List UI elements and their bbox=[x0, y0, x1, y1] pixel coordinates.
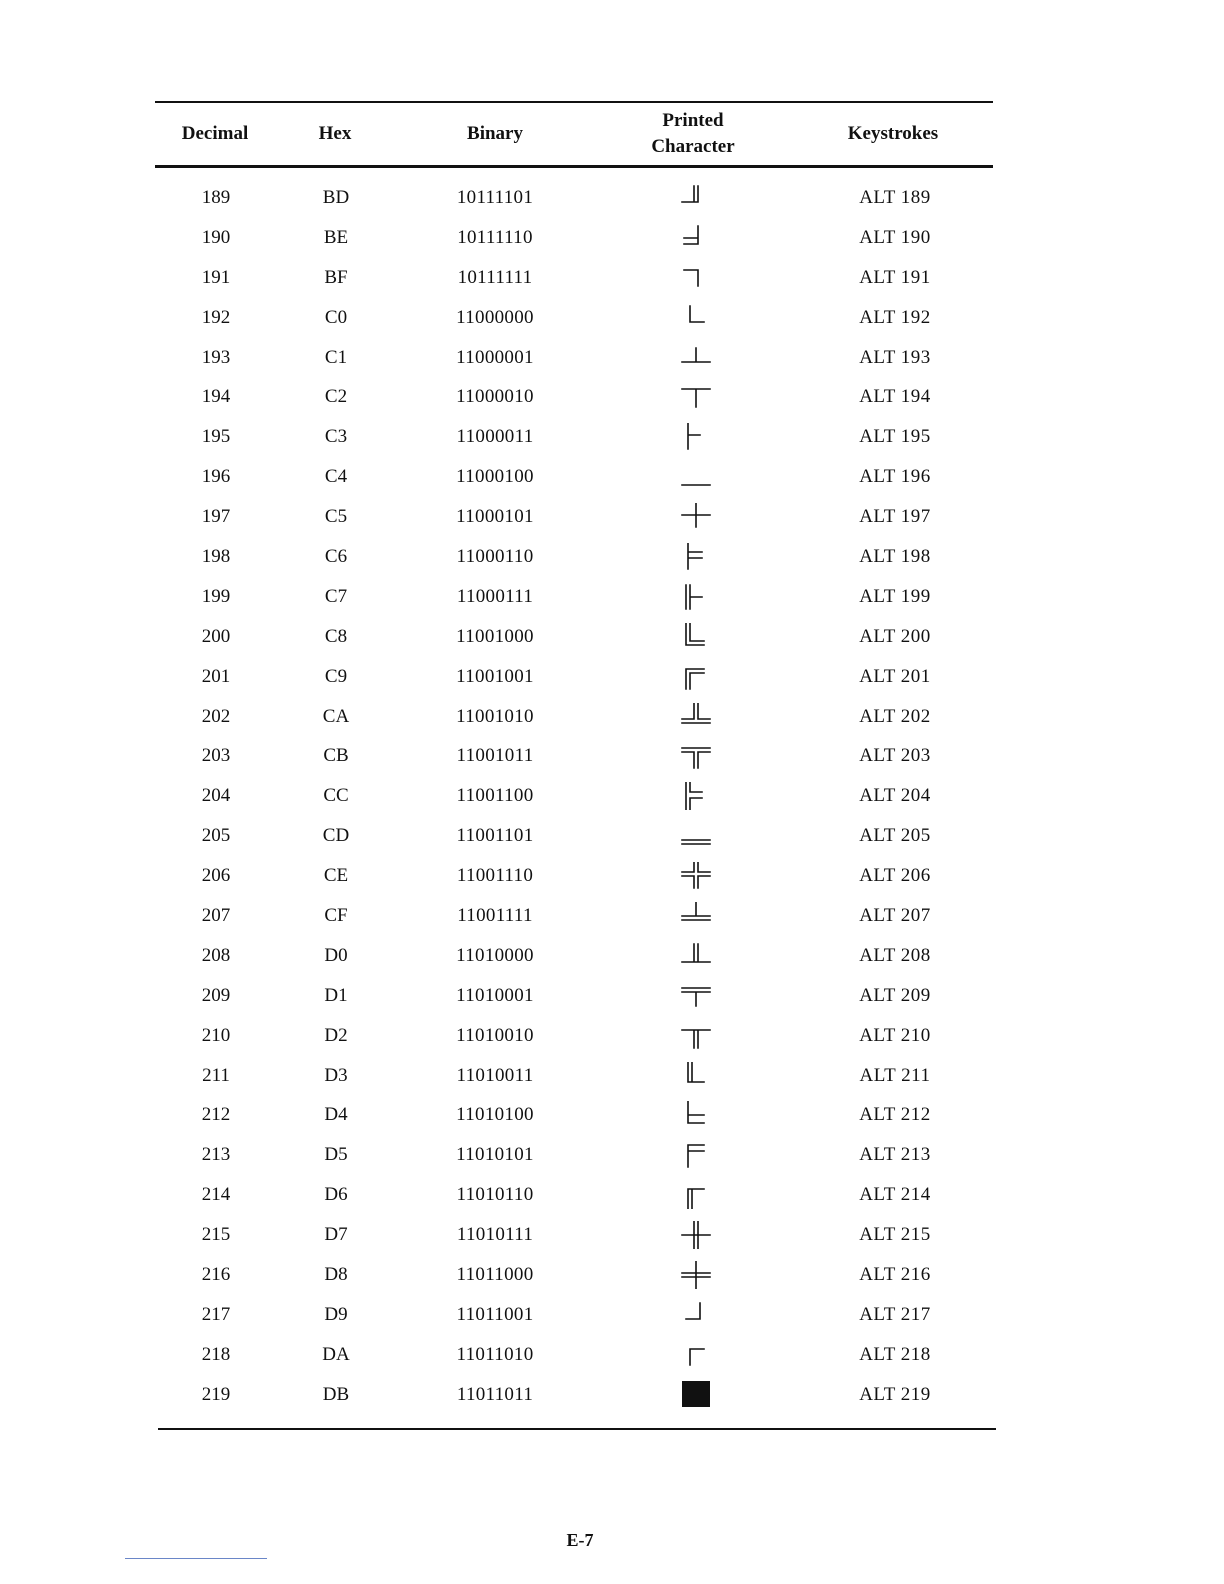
binary-cell: 11010101 bbox=[456, 1144, 534, 1166]
hex-cell: C3 bbox=[324, 426, 348, 448]
box-up-horizontal-icon bbox=[673, 338, 719, 378]
binary-cell: 11010111 bbox=[456, 1224, 534, 1246]
hex-cell: D9 bbox=[324, 1303, 348, 1325]
decimal-cell: 217 bbox=[201, 1303, 231, 1325]
header-printed-line2: Character bbox=[651, 136, 735, 157]
binary-cell: 11000011 bbox=[456, 426, 534, 448]
binary-cell: 11001100 bbox=[456, 785, 534, 807]
table-header bbox=[155, 103, 993, 165]
hex-cell: CC bbox=[323, 785, 349, 807]
decimal-cell: 219 bbox=[201, 1383, 231, 1405]
table-row bbox=[155, 896, 993, 936]
hex-cell: D5 bbox=[324, 1144, 348, 1166]
binary-cell: 11001111 bbox=[457, 905, 533, 927]
hex-cell: C7 bbox=[324, 585, 348, 607]
page-number: E-7 bbox=[566, 1530, 594, 1550]
binary-cell: 11000110 bbox=[456, 546, 534, 568]
decimal-cell: 200 bbox=[201, 625, 231, 647]
hex-cell: CB bbox=[323, 745, 349, 767]
binary-cell: 11000000 bbox=[456, 306, 534, 328]
keystrokes-cell: ALT 205 bbox=[859, 825, 931, 847]
decimal-cell: 208 bbox=[201, 944, 231, 966]
decimal-cell: 191 bbox=[201, 266, 231, 288]
keystrokes-cell: ALT 203 bbox=[859, 745, 931, 767]
decimal-cell: 215 bbox=[201, 1224, 231, 1246]
table-row bbox=[155, 178, 993, 218]
hex-cell: DA bbox=[322, 1343, 350, 1365]
box-vertical-single-horizontal-double-icon bbox=[673, 1255, 719, 1295]
table-row bbox=[155, 497, 993, 537]
table-row bbox=[155, 936, 993, 976]
hex-cell: CD bbox=[322, 825, 350, 847]
table-row bbox=[155, 1016, 993, 1056]
decimal-cell: 206 bbox=[201, 865, 231, 887]
box-double-horizontal-icon bbox=[673, 816, 719, 856]
keystrokes-cell: ALT 204 bbox=[859, 785, 931, 807]
box-horizontal-icon bbox=[673, 457, 719, 497]
decimal-cell: 190 bbox=[201, 226, 231, 248]
hex-cell: D7 bbox=[324, 1224, 348, 1246]
binary-cell: 11001001 bbox=[456, 665, 534, 687]
keystrokes-cell: ALT 210 bbox=[859, 1024, 931, 1046]
box-up-single-horizontal-double-icon bbox=[673, 896, 719, 936]
keystrokes-cell: ALT 215 bbox=[859, 1224, 931, 1246]
table-row bbox=[155, 1335, 993, 1375]
binary-cell: 11001000 bbox=[456, 625, 534, 647]
hex-cell: D6 bbox=[324, 1184, 348, 1206]
decimal-cell: 218 bbox=[201, 1343, 231, 1365]
hex-cell: BE bbox=[323, 226, 349, 248]
table-row bbox=[155, 617, 993, 657]
header-hex: Hex bbox=[318, 123, 352, 144]
decimal-cell: 204 bbox=[201, 785, 231, 807]
keystrokes-cell: ALT 214 bbox=[859, 1184, 931, 1206]
box-vertical-single-right-double-icon bbox=[673, 537, 719, 577]
decimal-cell: 198 bbox=[201, 546, 231, 568]
box-up-single-right-double-icon bbox=[673, 1095, 719, 1135]
keystrokes-cell: ALT 193 bbox=[859, 346, 931, 368]
decimal-cell: 212 bbox=[201, 1104, 231, 1126]
binary-cell: 11011001 bbox=[456, 1303, 534, 1325]
keystrokes-cell: ALT 217 bbox=[859, 1303, 931, 1325]
box-up-single-left-double-icon bbox=[673, 218, 719, 258]
decimal-cell: 213 bbox=[201, 1144, 231, 1166]
box-down-double-right-single-icon bbox=[673, 1175, 719, 1215]
box-double-down-right-icon bbox=[673, 657, 719, 697]
decimal-cell: 197 bbox=[201, 506, 231, 528]
decimal-cell: 210 bbox=[201, 1024, 231, 1046]
keystrokes-cell: ALT 190 bbox=[859, 226, 931, 248]
keystrokes-cell: ALT 189 bbox=[859, 187, 931, 208]
decimal-cell: 214 bbox=[201, 1184, 231, 1206]
binary-cell: 11011010 bbox=[456, 1343, 534, 1365]
hex-cell: C8 bbox=[324, 625, 348, 647]
binary-cell: 10111111 bbox=[457, 266, 533, 288]
hex-cell: C4 bbox=[324, 466, 348, 488]
footer-rule bbox=[125, 1558, 267, 1559]
keystrokes-cell: ALT 192 bbox=[859, 306, 931, 328]
box-up-double-horizontal-single-icon bbox=[673, 936, 719, 976]
table-row bbox=[155, 218, 993, 258]
binary-cell: 11001101 bbox=[456, 825, 534, 847]
binary-cell: 10111101 bbox=[456, 187, 534, 208]
keystrokes-cell: ALT 191 bbox=[859, 266, 931, 288]
hex-cell: DB bbox=[322, 1383, 350, 1405]
keystrokes-cell: ALT 201 bbox=[859, 665, 931, 687]
table-header-rule bbox=[155, 165, 993, 168]
binary-cell: 11001011 bbox=[456, 745, 534, 767]
decimal-cell: 194 bbox=[201, 386, 231, 408]
keystrokes-cell: ALT 211 bbox=[859, 1064, 931, 1086]
binary-cell: 11001010 bbox=[456, 705, 534, 727]
box-down-double-horizontal-single-icon bbox=[673, 1016, 719, 1056]
decimal-cell: 202 bbox=[201, 705, 231, 727]
hex-cell: CA bbox=[322, 705, 350, 727]
keystrokes-cell: ALT 212 bbox=[859, 1104, 931, 1126]
table-row bbox=[155, 338, 993, 378]
keystrokes-cell: ALT 199 bbox=[859, 585, 931, 607]
box-down-single-horizontal-double-icon bbox=[673, 976, 719, 1016]
keystrokes-cell: ALT 202 bbox=[859, 705, 931, 727]
hex-cell: C9 bbox=[324, 665, 348, 687]
decimal-cell: 193 bbox=[201, 346, 231, 368]
binary-cell: 11000111 bbox=[456, 585, 534, 607]
header-binary: Binary bbox=[467, 123, 523, 144]
box-down-horizontal-icon bbox=[673, 377, 719, 417]
keystrokes-cell: ALT 195 bbox=[859, 426, 931, 448]
box-vertical-double-horizontal-single-icon bbox=[673, 1215, 719, 1255]
table-row bbox=[155, 1175, 993, 1215]
decimal-cell: 201 bbox=[201, 665, 231, 687]
table-row bbox=[155, 298, 993, 338]
keystrokes-cell: ALT 219 bbox=[859, 1383, 931, 1405]
header-printed-line1: Printed bbox=[662, 110, 724, 131]
keystrokes-cell: ALT 216 bbox=[859, 1264, 931, 1286]
table-row bbox=[155, 736, 993, 776]
keystrokes-cell: ALT 197 bbox=[859, 506, 931, 528]
hex-cell: D4 bbox=[324, 1104, 348, 1126]
hex-cell: D2 bbox=[324, 1024, 348, 1046]
hex-cell: C6 bbox=[324, 546, 348, 568]
decimal-cell: 216 bbox=[201, 1264, 231, 1286]
box-down-single-right-double-icon bbox=[673, 1135, 719, 1175]
box-double-up-horizontal-icon bbox=[673, 697, 719, 737]
table-row bbox=[155, 856, 993, 896]
hex-cell: C2 bbox=[324, 386, 348, 408]
hex-cell: CF bbox=[324, 905, 348, 927]
keystrokes-cell: ALT 200 bbox=[859, 625, 931, 647]
hex-cell: C0 bbox=[324, 306, 348, 328]
decimal-cell: 196 bbox=[201, 466, 231, 488]
box-vertical-double-right-single-icon bbox=[673, 577, 719, 617]
binary-cell: 11000101 bbox=[456, 506, 534, 528]
box-down-left-icon bbox=[673, 258, 719, 298]
table-row bbox=[155, 1095, 993, 1135]
binary-cell: 11011000 bbox=[456, 1264, 534, 1286]
decimal-cell: 189 bbox=[201, 187, 231, 208]
hex-cell: C5 bbox=[324, 506, 348, 528]
table-row bbox=[155, 1056, 993, 1096]
binary-cell: 11000100 bbox=[456, 466, 534, 488]
binary-cell: 11010011 bbox=[456, 1064, 534, 1086]
keystrokes-cell: ALT 209 bbox=[859, 984, 931, 1006]
table-row bbox=[155, 976, 993, 1016]
box-up-left-icon bbox=[673, 1295, 719, 1335]
keystrokes-cell: ALT 196 bbox=[859, 466, 931, 488]
hex-cell: BD bbox=[322, 187, 350, 208]
table-row bbox=[155, 417, 993, 457]
table-row bbox=[155, 1215, 993, 1255]
box-up-double-left-single-icon bbox=[673, 178, 719, 218]
table-row bbox=[155, 1375, 993, 1415]
binary-cell: 11000001 bbox=[456, 346, 534, 368]
binary-cell: 11010110 bbox=[456, 1184, 534, 1206]
box-up-double-right-single-icon bbox=[673, 1056, 719, 1096]
hex-cell: D8 bbox=[324, 1264, 348, 1286]
box-up-right-icon bbox=[673, 298, 719, 338]
table-row bbox=[155, 457, 993, 497]
decimal-cell: 195 bbox=[201, 426, 231, 448]
decimal-cell: 209 bbox=[201, 984, 231, 1006]
hex-cell: BF bbox=[324, 266, 348, 288]
box-cross-icon bbox=[673, 497, 719, 537]
decimal-cell: 205 bbox=[201, 825, 231, 847]
table-row bbox=[155, 657, 993, 697]
keystrokes-cell: ALT 207 bbox=[859, 905, 931, 927]
hex-cell: D1 bbox=[324, 984, 348, 1006]
box-double-down-horizontal-icon bbox=[673, 736, 719, 776]
box-double-up-right-icon bbox=[673, 617, 719, 657]
table-row bbox=[155, 1255, 993, 1295]
keystrokes-cell: ALT 194 bbox=[859, 386, 931, 408]
header-printed-character bbox=[615, 103, 771, 165]
table-row bbox=[155, 1295, 993, 1335]
hex-cell: D3 bbox=[324, 1064, 348, 1086]
binary-cell: 11010010 bbox=[456, 1024, 534, 1046]
table-row bbox=[155, 697, 993, 737]
binary-cell: 11010100 bbox=[456, 1104, 534, 1126]
binary-cell: 11010001 bbox=[456, 984, 534, 1006]
keystrokes-cell: ALT 218 bbox=[859, 1343, 931, 1365]
hex-cell: CE bbox=[323, 865, 349, 887]
binary-cell: 11010000 bbox=[456, 944, 534, 966]
table-bottom-rule bbox=[158, 1428, 996, 1430]
table-row bbox=[155, 577, 993, 617]
binary-cell: 11000010 bbox=[456, 386, 534, 408]
binary-cell: 11011011 bbox=[456, 1383, 534, 1405]
decimal-cell: 211 bbox=[202, 1064, 230, 1086]
decimal-cell: 192 bbox=[201, 306, 231, 328]
table-row bbox=[155, 377, 993, 417]
table-body bbox=[155, 178, 993, 1415]
box-down-right-icon bbox=[673, 1335, 719, 1375]
header-decimal: Decimal bbox=[181, 123, 249, 144]
table-row bbox=[155, 1135, 993, 1175]
binary-cell: 10111110 bbox=[457, 226, 533, 248]
keystrokes-cell: ALT 208 bbox=[859, 944, 931, 966]
box-double-vertical-right-icon bbox=[673, 776, 719, 816]
keystrokes-cell: ALT 206 bbox=[859, 865, 931, 887]
full-block-icon bbox=[673, 1375, 719, 1415]
table-row bbox=[155, 258, 993, 298]
keystrokes-cell: ALT 213 bbox=[859, 1144, 931, 1166]
decimal-cell: 207 bbox=[201, 905, 231, 927]
decimal-cell: 203 bbox=[201, 745, 231, 767]
hex-cell: D0 bbox=[324, 944, 348, 966]
table-row bbox=[155, 537, 993, 577]
binary-cell: 11001110 bbox=[456, 865, 534, 887]
header-keystrokes: Keystrokes bbox=[847, 123, 939, 144]
decimal-cell: 199 bbox=[201, 585, 231, 607]
box-double-cross-icon bbox=[673, 856, 719, 896]
table-row bbox=[155, 816, 993, 856]
table-row bbox=[155, 776, 993, 816]
hex-cell: C1 bbox=[324, 346, 348, 368]
keystrokes-cell: ALT 198 bbox=[859, 546, 931, 568]
box-vertical-right-icon bbox=[673, 417, 719, 457]
